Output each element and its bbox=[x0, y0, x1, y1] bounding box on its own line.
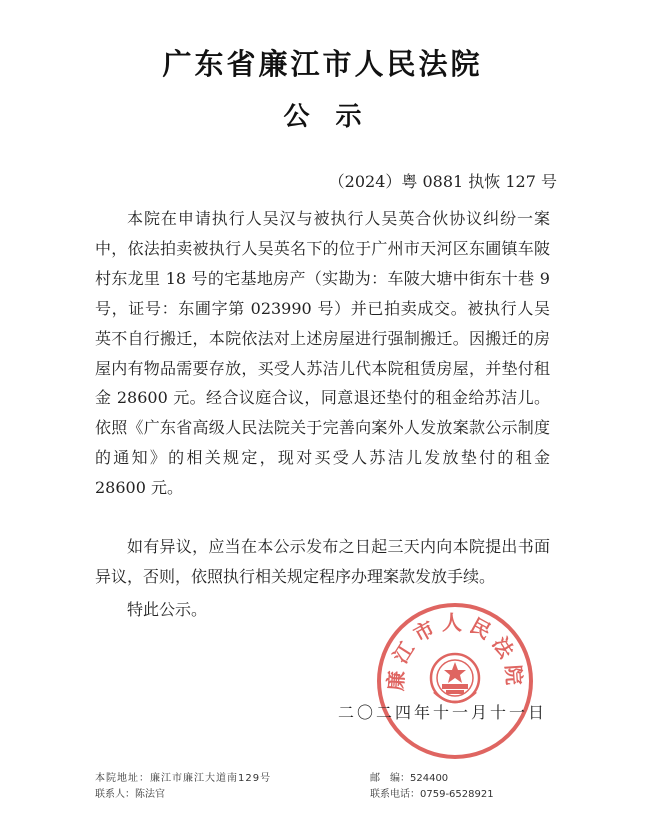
footer-contact: 联系人：陈法官 bbox=[95, 789, 165, 800]
footer-postcode: 邮 编：524400 bbox=[370, 773, 449, 784]
case-number: （2024）粤 0881 执恢 127 号 bbox=[328, 172, 557, 191]
notice-paragraph-objection: 如有异议，应当在本公示发布之日起三天内向本院提出书面异议，否则，依照执行相关规定程序办理案款发放手续。 bbox=[95, 537, 550, 586]
court-seal-icon bbox=[374, 600, 536, 762]
seal-arc-textpath: 廉江市人民法院 bbox=[383, 610, 527, 692]
notice-paragraph-closing: 特此公示。 bbox=[127, 600, 208, 619]
national-emblem-icon bbox=[431, 654, 479, 702]
notice-paragraph-main: 本院在申请执行人吴汉与被执行人吴英合伙协议纠纷一案中，依法拍卖被执行人吴英名下的位于广州市天河区东圃镇车陂村东龙里 18 号的宅基地房产（实勘为：车陂大塘中街东十巷 9 号，证号：东圃字第 023990 号）并已拍卖成交。被执行人吴英不自行搬迁，本院依法对上述房屋进行强制搬迁。因搬迁的房屋内有物品需要存放，买受人苏洁儿代本院租赁房屋，并垫付租金 28600 元。经合议庭合议，同意退还垫付的租金给苏洁儿。依照《广东省高级人民法院关于完善向案外人发放案款公示制度的通知》的相关规定，现对买受人苏洁儿发放垫付的租金 28600 元。 bbox=[95, 209, 550, 498]
issue-date: 二〇二四年十一月十一日 bbox=[337, 703, 547, 722]
document-title: 公示 bbox=[283, 102, 388, 132]
court-name: 广东省廉江市人民法院 bbox=[162, 47, 483, 81]
footer-address: 本院地址：廉江市廉江大道南129号 bbox=[95, 773, 272, 784]
footer-phone: 联系电话：0759-6528921 bbox=[370, 789, 494, 800]
